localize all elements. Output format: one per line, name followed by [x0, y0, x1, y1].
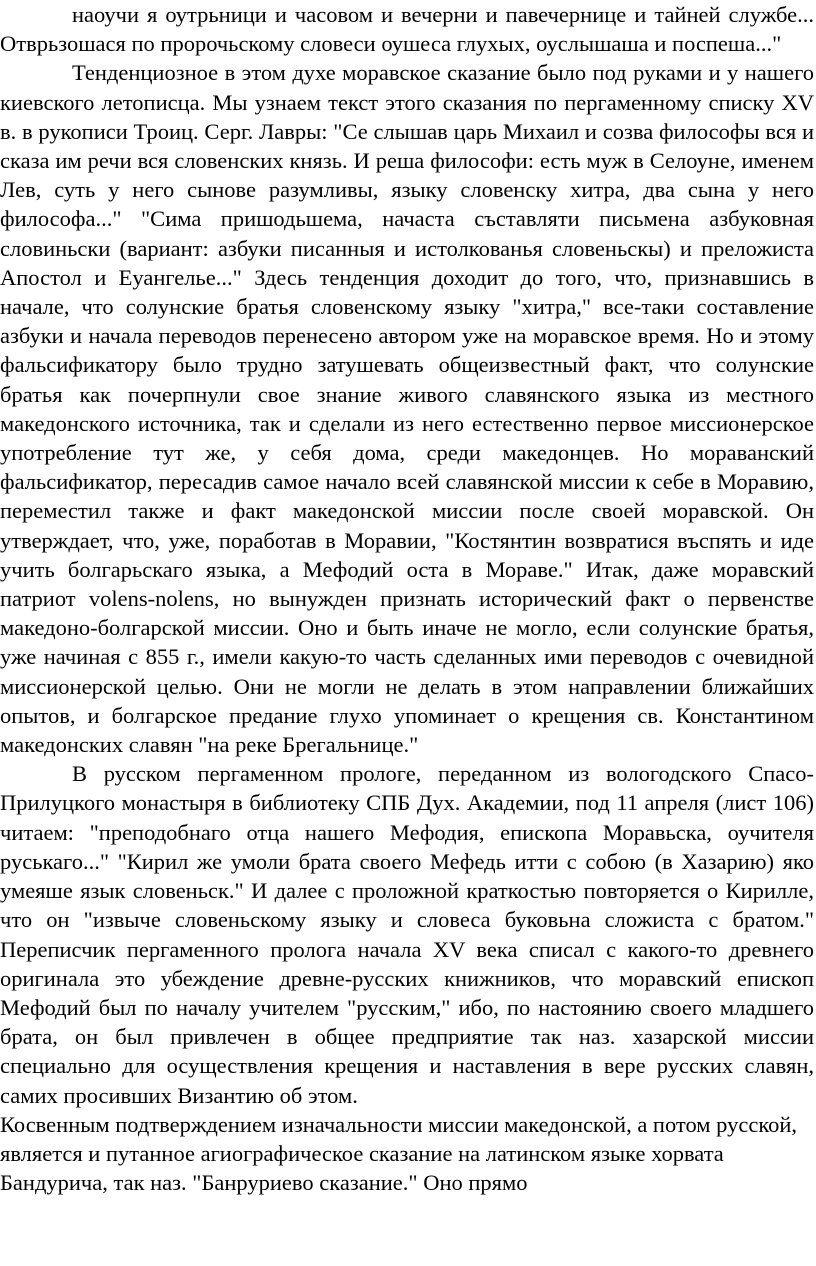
paragraph: В русском пергаменном прологе, переданном из вологодского Спасо-Прилуцкого монастыря в библиотеку СПБ Дух. Академии, под 11 апреля (лист 106) читаем: "преподобнаго отца нашего Мефодия, епископа Моравьска, оучителя руськаго..." "Кирил же умоли брата своего Мефедь итти с собою (в Хазарию) яко умеяше язык словеньск." И далее с проложной краткостью повторяется о Кирилле, что он "извыче словеньскому языку и словеса буковьна сложиста с братом." Переписчик пергаменного пролога начала XV века списал с какого-то древнего оригинала это убеждение древне-русских книжников, что моравский епископ Мефодий был по началу учителем "русским," ибо, по настоянию своего младшего брата, он был привлечен в общее предприятие так наз. хазарской миссии специально для осуществления крещения и наставления в вере русских славян, самих просивших Византию об этом.: [0, 761, 814, 1108]
paragraph: наоучи я оутрьници и часовом и вечерни и павечернице и тайней службе... Отврьзошася по пророчьскому словеси оушеса глухых, оуслышаша и поспеша...": [0, 2, 814, 57]
paragraph: Тенденциозное в этом духе моравское сказание было под руками и у нашего киевского летописца. Мы узнаем текст этого сказания по пергаменному списку XV в. в рукописи Троиц. Серг. Лавры: "Се слышав царь Михаил и созва философы вся и сказа им речи вся словенских князь. И реша философи: есть муж в Селоуне, именем Лев, суть у него сынове разумливы, языку словенску хитра, два сына у него философа..." "Сима пришодьшема, начаста съставляти письмена азбуковная словиньски (вариант: азбуки писанныя и истолкованья словеньскы) и преложиста Апостол и Еуангелье..." Здесь тенденция доходит до того, что, признавшись в начале, что солунские братья словенскому языку "хитра," все-таки составление азбуки и начала переводов перенесено автором уже на моравское время. Но и этому фальсификатору было трудно затушевать общеизвестный факт, что солунские братья как почерпнули свое знание живого славянского языка из местного македонского источника, так и сделали из него естественно первое миссионерское употребление тут же, у себя дома, среди македонцев. Но мораванский фальсификатор, пересадив самое начало всей славянской миссии к себе в Моравию, переместил также и факт македонской миссии после своей моравской. Он утверждает, что, уже, поработав в Моравии, "Костянтин возвратися въспять и иде учить болгарьскаго языка, а Мефодий оста в Мораве." Итак, даже моравский патриот volens-nolens, но вынужден признать исторический факт о первенстве македоно-болгарской миссии. Оно и быть иначе не могло, если солунские братья, уже начиная с 855 г., имели какую-то часть сделанных ими переводов с очевидной миссионерской целью. Они не могли не делать в этом направлении ближайших опытов, и болгарское предание глухо упоминает о крещения св. Константином македонских славян "на реке Брегальнице.": [0, 60, 814, 758]
paragraph: Косвенным подтверждением изначальности миссии македонской, а потом русской, является и путанное агиографическое сказание на латинском языке хорвата Бандурича, так наз. "Банруриево сказание." Оно прямо: [0, 1111, 798, 1196]
